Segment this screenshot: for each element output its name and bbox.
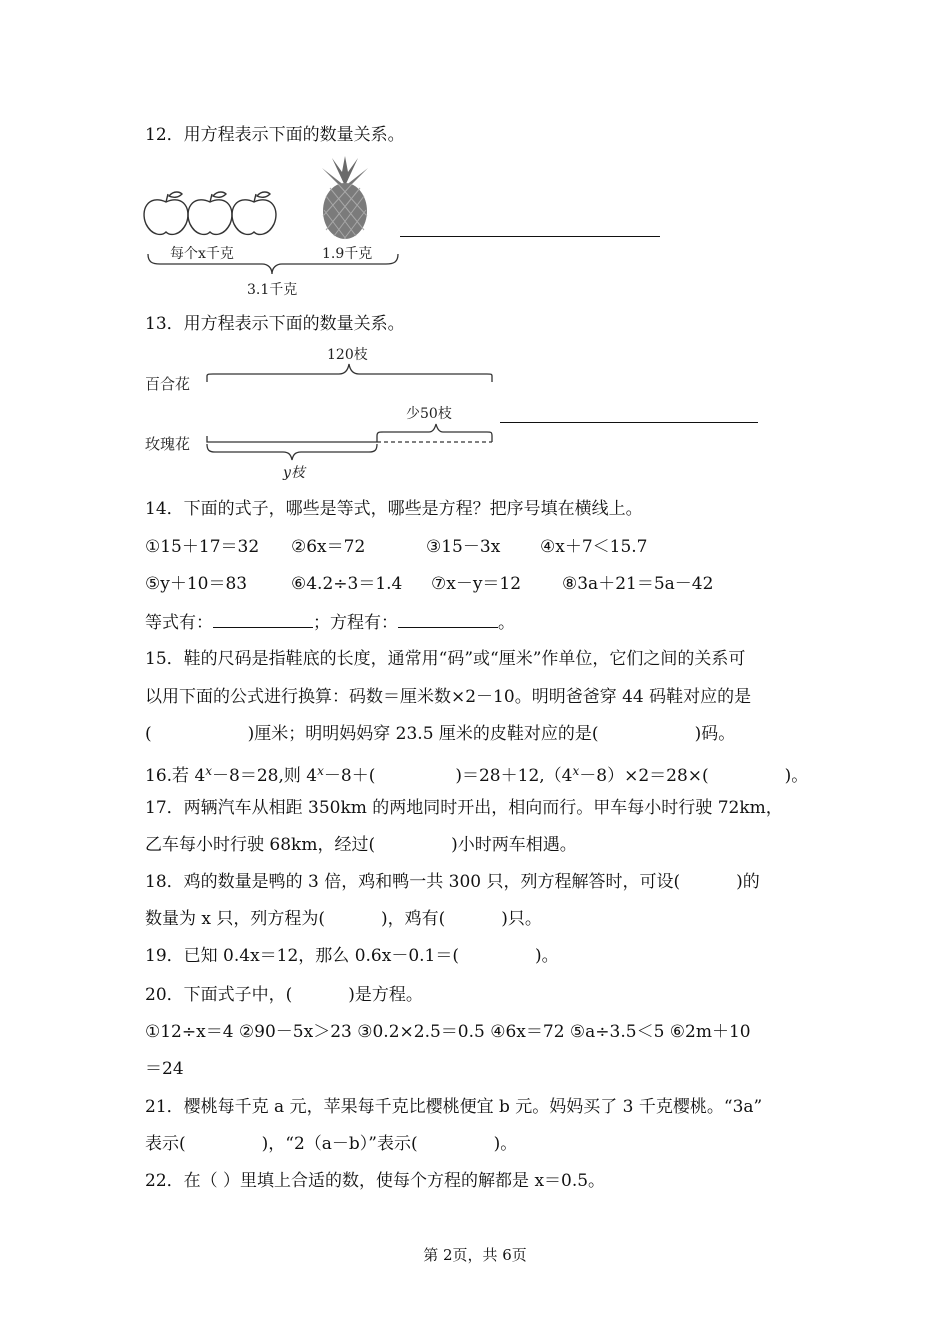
q17-line1: 17．两辆汽车从相距 350km 的两地同时开出，相向而行。甲车每小时行驶 72km， xyxy=(145,798,783,818)
q12-title: 12．用方程表示下面的数量关系。 xyxy=(145,125,405,145)
q13-answer-line[interactable] xyxy=(500,422,758,423)
q17-text-b: )小时两车相遇。 xyxy=(451,835,577,855)
q18-text-a: 18．鸡的数量是鸭的 3 倍，鸡和鸭一共 300 只，列方程解答时，可设( xyxy=(145,872,681,892)
pineapple-weight-label: 1.9千克 xyxy=(322,246,373,262)
q15-line2: 以用下面的公式进行换算：码数＝厘米数×2－10。明明爸爸穿 44 码鞋对应的是 xyxy=(145,687,752,707)
lily-label: 百合花 xyxy=(145,375,191,393)
q16-part-f: )。 xyxy=(784,766,809,786)
q14-item-5: ⑤y＋10＝83 xyxy=(145,574,248,594)
rose-bar xyxy=(205,418,495,468)
q16-part-b: －8＝28,则 4 xyxy=(212,766,318,786)
q16-part-d: )＝28＋12,（4 xyxy=(455,766,573,786)
q21-text-c: )。 xyxy=(493,1134,518,1154)
q19-text-b: )。 xyxy=(535,946,559,966)
page-footer: 第 2页，共 6页 xyxy=(423,1246,527,1264)
q14-equations-label: 等式有： xyxy=(145,613,213,633)
q17-text-a: 乙车每小时行驶 68km，经过( xyxy=(145,835,376,855)
q14-equations-blank[interactable] xyxy=(213,611,313,628)
q14-title: 14．下面的式子，哪些是等式，哪些是方程？把序号填在横线上。 xyxy=(145,499,643,519)
lily-bar xyxy=(205,362,495,386)
q20-options-cont: ＝24 xyxy=(145,1059,184,1079)
q18-text-e: )只。 xyxy=(501,909,542,929)
q14-end: 。 xyxy=(498,613,515,633)
q16-part-a: 16.若 4 xyxy=(145,766,206,786)
q16-var-x-3: x xyxy=(572,764,580,778)
q14-separator: ；方程有： xyxy=(313,613,398,633)
q14-item-2: ②6x＝72 xyxy=(291,537,366,557)
q14-item-1: ①15＋17＝32 xyxy=(145,537,260,557)
q16-var-x-2: x xyxy=(317,764,324,778)
q21-text-b: )，“2（a－b）”表示( xyxy=(261,1134,418,1154)
q15-text-end: )码。 xyxy=(694,724,736,744)
q13-title: 13．用方程表示下面的数量关系。 xyxy=(145,314,405,334)
q22-text: 22．在（ ）里填上合适的数，使每个方程的解都是 x＝0.5。 xyxy=(145,1171,606,1191)
total-weight-label: 3.1千克 xyxy=(247,282,298,298)
rose-label: 玫瑰花 xyxy=(145,435,191,453)
apple-weight-label: 每个x千克 xyxy=(170,246,234,262)
q14-item-6: ⑥4.2÷3＝1.4 xyxy=(291,574,403,594)
total-count-label: 120枝 xyxy=(327,347,368,363)
q20-options: ①12÷x＝4 ②90－5x＞23 ③0.2×2.5＝0.5 ④6x＝72 ⑤a÷3.5＜5 ⑥2m＋10 xyxy=(145,1022,751,1042)
q14-item-7: ⑦x－y＝12 xyxy=(431,574,522,594)
q12-answer-line[interactable] xyxy=(400,236,660,237)
q16-part-e: －8）×2＝28×( xyxy=(579,766,709,786)
rose-count-label: y枝 xyxy=(283,465,305,481)
pineapple-icon xyxy=(312,156,378,242)
q20-text-b: )是方程。 xyxy=(348,985,423,1005)
apple-icon-group xyxy=(140,190,290,240)
total-brace xyxy=(146,254,402,276)
q15-line1: 15．鞋的尺码是指鞋底的长度，通常用“码”或“厘米”作单位，它们之间的关系可 xyxy=(145,649,746,669)
q15-text-mid: )厘米；明明妈妈穿 23.5 厘米的皮鞋对应的是( xyxy=(247,724,599,744)
q16-part-c: －8＋( xyxy=(323,766,376,786)
q15-open-paren: ( xyxy=(145,724,152,744)
q14-item-8: ⑧3a＋21＝5a－42 xyxy=(562,574,714,594)
q20-text-a: 20．下面式子中，( xyxy=(145,985,293,1005)
q18-text-c: 数量为 x 只，列方程为( xyxy=(145,909,326,929)
q14-fangcheng-blank[interactable] xyxy=(398,611,498,628)
q21-line1: 21．樱桃每千克 a 元，苹果每千克比樱桃便宜 b 元。妈妈买了 3 千克樱桃。“3a” xyxy=(145,1097,763,1117)
q18-text-d: )，鸡有( xyxy=(381,909,446,929)
less-count-label: 少50枝 xyxy=(406,406,452,422)
q19-text-a: 19．已知 0.4x＝12，那么 0.6x－0.1＝( xyxy=(145,946,459,966)
q16-var-x-1: x xyxy=(205,764,213,778)
q21-text-a: 表示( xyxy=(145,1134,186,1154)
q18-text-b: )的 xyxy=(736,872,760,892)
q14-item-3: ③15－3x xyxy=(426,537,501,557)
q14-item-4: ④x＋7＜15.7 xyxy=(540,537,648,557)
